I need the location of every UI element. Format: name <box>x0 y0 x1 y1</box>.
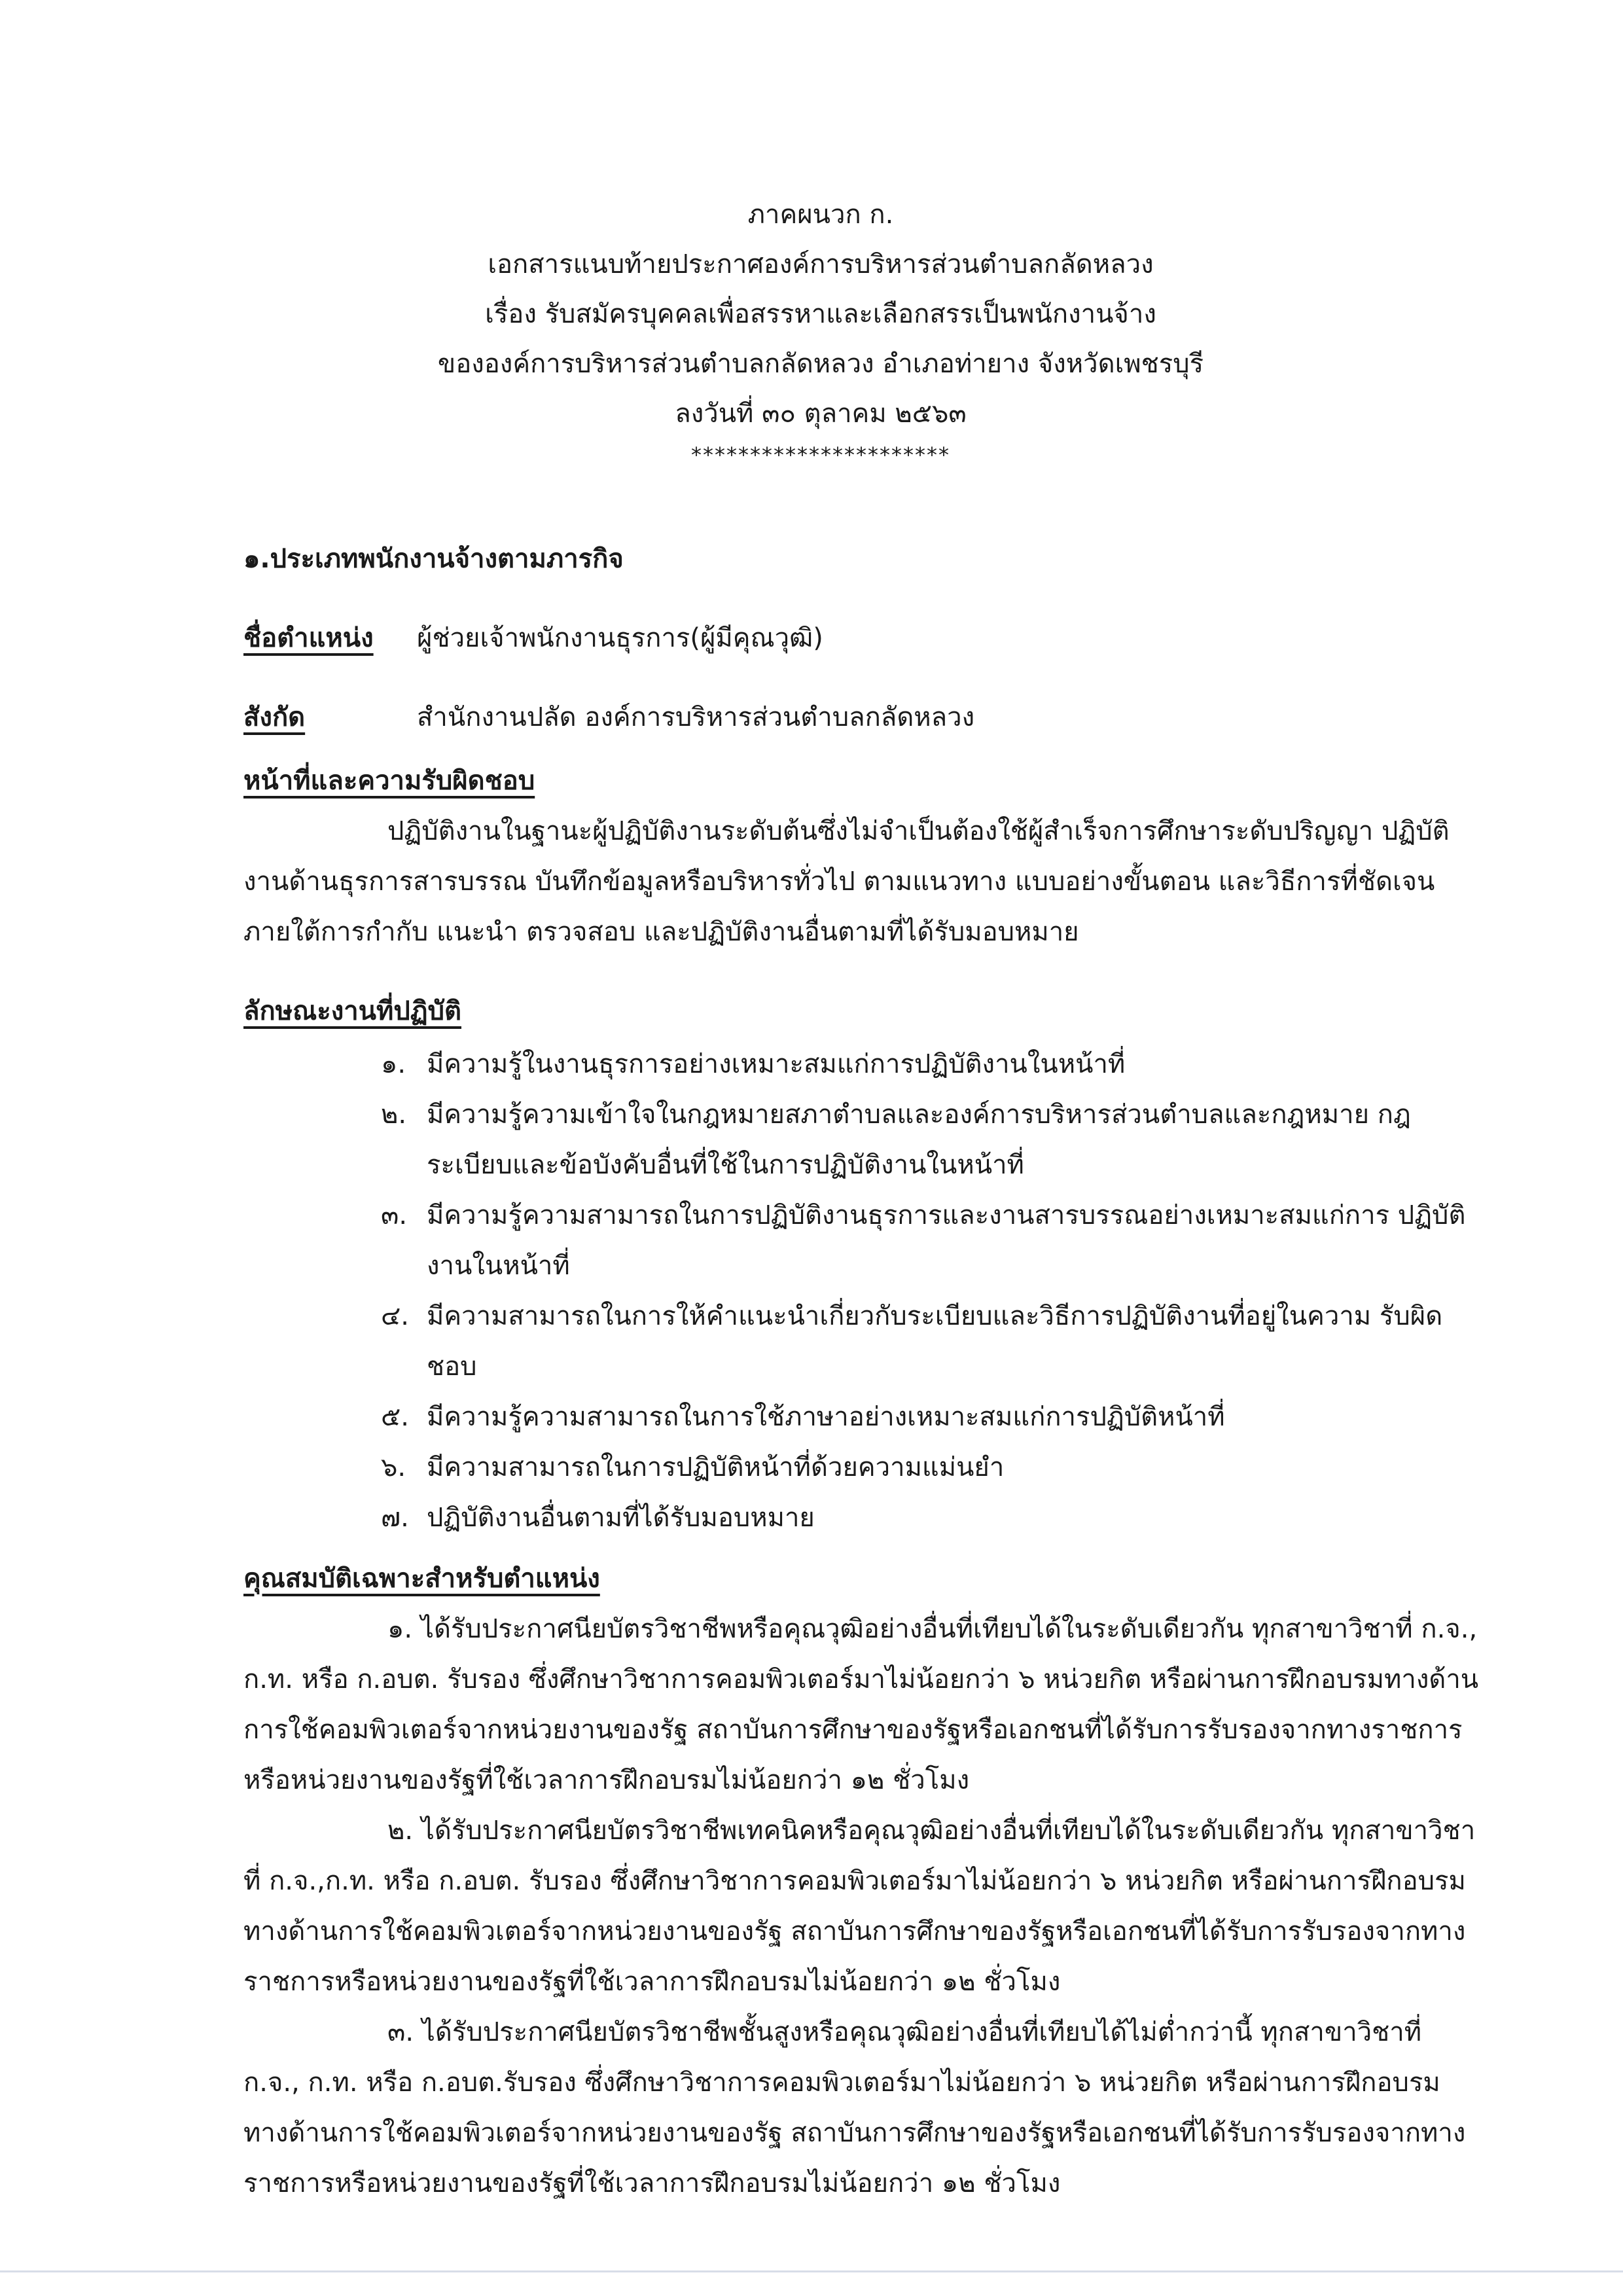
list-item <box>381 1191 1487 1291</box>
header-line-3: เรื่อง รับสมัครบุคคลเพื่อสรรหาและเลือกสรรเป็นพนักงานจ้าง <box>485 299 1156 329</box>
qualification-3: ๓. ได้รับประกาศนียบัตรวิชาชีพชั้นสูงหรือคุณวุฒิอย่างอื่นที่เทียบได้ไม่ต่ำกว่านี้ ทุกสาขาวิชาที่ ก.จ., ก.ท. หรือ ก.อบต.รับรอง ซึ่งศึกษาวิชาการคอมพิวเตอร์มาไม่น้อยกว่า ๖ หน่วยกิต หรือผ่านการฝึกอบรมทางด้านการใช้คอมพิวเตอร์จากหน่วยงานของรัฐ สถาบันการศึกษาของรัฐหรือเอกชนที่ได้รับการรับรองจากทางราชการหรือหน่วยงานของรัฐที่ใช้เวลาการฝึกอบรมไม่น้อยกว่า ๑๒ ชั่วโมง <box>243 2017 1466 2198</box>
list-item-text: มีความรู้ความสามารถในการปฏิบัติงานธุรการและงานสารบรรณอย่างเหมาะสมแก่การ ปฏิบัติงานในหน้าที่ <box>427 1200 1466 1281</box>
list-item <box>381 1039 1487 1090</box>
duties-heading: หน้าที่และความรับผิดชอบ <box>243 766 535 796</box>
section-title: ๑.ประเภทพนักงานจ้างตามภารกิจ <box>243 544 624 574</box>
position-label: ชื่อตำแหน่ง <box>243 623 374 653</box>
list-item-number: ๕. <box>381 1402 409 1432</box>
document-header <box>204 190 1437 471</box>
appendix-title: ภาคผนวก ก. <box>747 200 894 230</box>
list-item <box>381 1493 1487 1543</box>
position-row <box>243 613 1479 664</box>
list-item-text: มีความรู้ในงานธุรการอย่างเหมาะสมแก่การปฏิบัติงานในหน้าที่ <box>427 1049 1126 1079</box>
scan-edge-line <box>0 2270 1623 2272</box>
affiliation-label: สังกัด <box>243 702 306 732</box>
list-item <box>381 1090 1487 1191</box>
header-separator: ********************** <box>691 442 950 467</box>
list-item-number: ๒. <box>381 1100 407 1130</box>
list-item <box>381 1291 1487 1392</box>
header-date: ลงวันที่ ๓๐ ตุลาคม ๒๕๖๓ <box>675 399 967 429</box>
list-item-number: ๗. <box>381 1503 409 1533</box>
list-item-number: ๖. <box>381 1452 406 1482</box>
list-item-number: ๓. <box>381 1200 408 1230</box>
work-heading: ลักษณะงานที่ปฏิบัติ <box>243 996 462 1026</box>
qualifications-heading: คุณสมบัติเฉพาะสำหรับตำแหน่ง <box>243 1564 600 1594</box>
affiliation-row <box>243 692 1479 743</box>
list-item-text: มีความสามารถในการให้คำแนะนำเกี่ยวกับระเบียบและวิธีการปฏิบัติงานที่อยู่ในความ รับผิดชอบ <box>427 1301 1443 1382</box>
list-item-text: ปฏิบัติงานอื่นตามที่ได้รับมอบหมาย <box>427 1503 815 1533</box>
list-item-text: มีความรู้ความเข้าใจในกฎหมายสภาตำบลและองค์การบริหารส่วนตำบลและกฎหมาย กฎ ระเบียบและข้อบังคับอื่นที่ใช้ในการปฏิบัติงานในหน้าที่ <box>427 1100 1411 1180</box>
list-item-number: ๔. <box>381 1301 409 1331</box>
header-line-4: ขององค์การบริหารส่วนตำบลกลัดหลวง อำเภอท่ายาง จังหวัดเพชรบุรี <box>437 349 1204 379</box>
position-value: ผู้ช่วยเจ้าพนักงานธุรการ(ผู้มีคุณวุฒิ) <box>417 623 823 653</box>
duties-text: ปฏิบัติงานในฐานะผู้ปฏิบัติงานระดับต้นซึ่งไม่จำเป็นต้องใช้ผู้สำเร็จการศึกษาระดับปริญญา ปฏิบัติงานด้านธุรการสารบรรณ บันทึกข้อมูลหรือบริหารทั่วไป ตามแนวทาง แบบอย่างขั้นตอน และวิธีการที่ชัดเจน ภายใต้การกำกับ แนะนำ ตรวจสอบ และปฏิบัติงานอื่นตามที่ได้รับมอบหมาย <box>243 816 1450 947</box>
list-item <box>381 1392 1487 1443</box>
list-item-text: มีความสามารถในการปฏิบัติหน้าที่ด้วยความแม่นยำ <box>427 1452 1005 1482</box>
qualification-2: ๒. ได้รับประกาศนียบัตรวิชาชีพเทคนิคหรือคุณวุฒิอย่างอื่นที่เทียบได้ในระดับเดียวกัน ทุกสาขาวิชาที่ ก.จ.,ก.ท. หรือ ก.อบต. รับรอง ซึ่งศึกษาวิชาการคอมพิวเตอร์มาไม่น้อยกว่า ๖ หน่วยกิต หรือผ่านการฝึกอบรมทางด้านการใช้คอมพิวเตอร์จากหน่วยงานของรัฐ สถาบันการศึกษาของรัฐหรือเอกชนที่ได้รับการรับรองจากทางราชการหรือหน่วยงานของรัฐที่ใช้เวลาการฝึกอบรมไม่น้อยกว่า ๑๒ ชั่วโมง <box>243 1816 1476 1997</box>
list-item-text: มีความรู้ความสามารถในการใช้ภาษาอย่างเหมาะสมแก่การปฏิบัติหน้าที่ <box>427 1402 1225 1432</box>
work-list <box>381 1039 1487 1543</box>
header-line-2: เอกสารแนบท้ายประกาศองค์การบริหารส่วนตำบลกลัดหลวง <box>488 249 1154 279</box>
qualification-1: ๑. ได้รับประกาศนียบัตรวิชาชีพหรือคุณวุฒิอย่างอื่นที่เทียบได้ในระดับเดียวกัน ทุกสาขาวิชาที่ ก.จ., ก.ท. หรือ ก.อบต. รับรอง ซึ่งศึกษาวิชาการคอมพิวเตอร์มาไม่น้อยกว่า ๖ หน่วยกิต หรือผ่านการฝึกอบรมทางด้านการใช้คอมพิวเตอร์จากหน่วยงานของรัฐ สถาบันการศึกษาของรัฐหรือเอกชนที่ได้รับการรับรองจากทางราชการหรือหน่วยงานของรัฐที่ใช้เวลาการฝึกอบรมไม่น้อยกว่า ๑๒ ชั่วโมง <box>243 1614 1479 1795</box>
list-item-number: ๑. <box>381 1049 406 1079</box>
list-item <box>381 1443 1487 1493</box>
affiliation-value: สำนักงานปลัด องค์การบริหารส่วนตำบลกลัดหลวง <box>417 702 975 732</box>
